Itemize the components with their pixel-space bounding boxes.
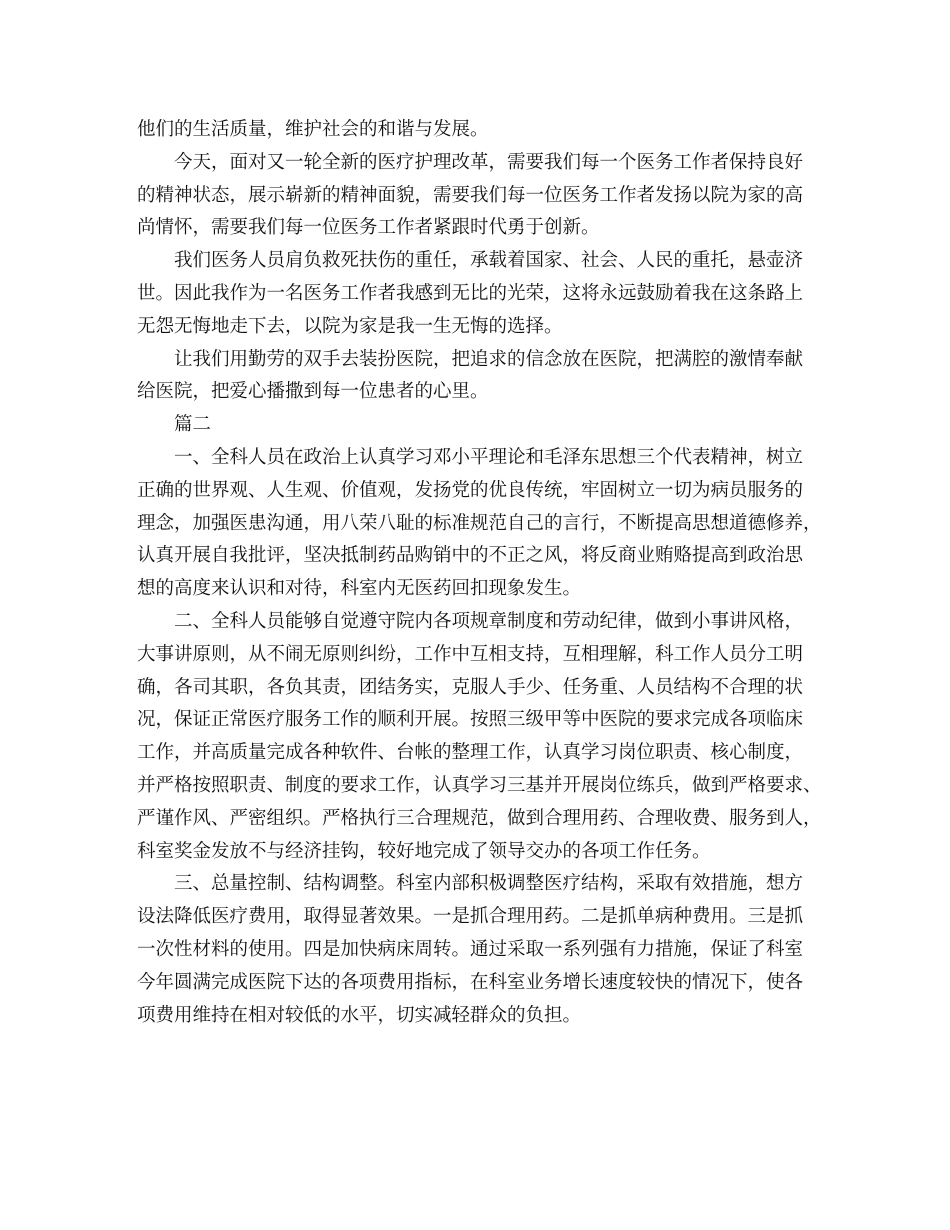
text-line: 我们医务人员肩负救死扶伤的重任，承载着国家、社会、人民的重托，悬壶济	[174, 250, 804, 272]
text-line: 他们的生活质量，维护社会的和谐与发展。	[137, 119, 489, 140]
text-line: 并严格按照职责、制度的要求工作，认真学习三基并开展岗位练兵，做到严格要求、	[137, 774, 822, 796]
text-line: 三、总量控制、结构调整。科室内部积极调整医疗结构，采取有效措施，想方	[174, 873, 804, 895]
text-line: 的精神状态，展示崭新的精神面貌，需要我们每一位医务工作者发扬以院为家的高	[137, 184, 804, 206]
text-line: 设法降低医疗费用，取得显著效果。一是抓合理用药。二是抓单病种费用。三是抓	[137, 906, 804, 928]
section-heading: 篇二	[174, 414, 212, 436]
document-body	[137, 114, 827, 1032]
text-line: 认真开展自我批评，坚决抵制药品购销中的不正之风，将反商业贿赂提高到政治思	[137, 545, 804, 567]
text-line: 二、全科人员能够自觉遵守院内各项规章制度和劳动纪律，做到小事讲风格，	[174, 610, 804, 632]
text-line: 科室奖金发放不与经济挂钩，较好地完成了领导交办的各项工作任务。	[137, 840, 711, 862]
text-line: 一、全科人员在政治上认真学习邓小平理论和毛泽东思想三个代表精神，树立	[174, 446, 804, 468]
text-line: 无怨无悔地走下去，以院为家是我一生无悔的选择。	[137, 315, 563, 337]
text-line: 今年圆满完成医院下达的各项费用指标，在科室业务增长速度较快的情况下，使各	[137, 971, 804, 993]
text-line: 给医院，把爱心播撒到每一位患者的心里。	[137, 381, 489, 403]
text-line: 大事讲原则，从不闹无原则纠纷，工作中互相支持，互相理解，科工作人员分工明	[137, 643, 804, 665]
text-line: 世。因此我作为一名医务工作者我感到无比的光荣，这将永远鼓励着我在这条路上	[137, 282, 804, 304]
text-line: 严谨作风、严密组织。严格执行三合理规范，做到合理用药、合理收费、服务到人，	[137, 807, 822, 829]
text-line: 项费用维持在相对较低的水平，切实减轻群众的负担。	[137, 1004, 582, 1026]
text-line: 况，保证正常医疗服务工作的顺利开展。按照三级甲等中医院的要求完成各项临床	[137, 709, 804, 731]
text-line: 理念，加强医患沟通，用八荣八耻的标准规范自己的言行，不断提高思想道德修养，	[137, 512, 822, 534]
text-line: 确，各司其职，各负其责，团结务实，克服人手少、任务重、人员结构不合理的状	[137, 676, 804, 698]
text-line: 尚情怀，需要我们每一位医务工作者紧跟时代勇于创新。	[137, 217, 600, 239]
text-line: 想的高度来认识和对待，科室内无医药回扣现象发生。	[137, 578, 582, 600]
text-line: 让我们用勤劳的双手去装扮医院，把追求的信念放在医院，把满腔的激情奉献	[174, 348, 804, 370]
text-line: 一次性材料的使用。四是加快病床周转。通过采取一系列强有力措施，保证了科室	[137, 938, 804, 960]
text-line: 正确的世界观、人生观、价值观，发扬党的优良传统，牢固树立一切为病员服务的	[137, 479, 804, 501]
text-line: 工作，并高质量完成各种软件、台帐的整理工作，认真学习岗位职责、核心制度，	[137, 742, 804, 764]
text-line: 今天，面对又一轮全新的医疗护理改革，需要我们每一个医务工作者保持良好	[174, 151, 804, 173]
